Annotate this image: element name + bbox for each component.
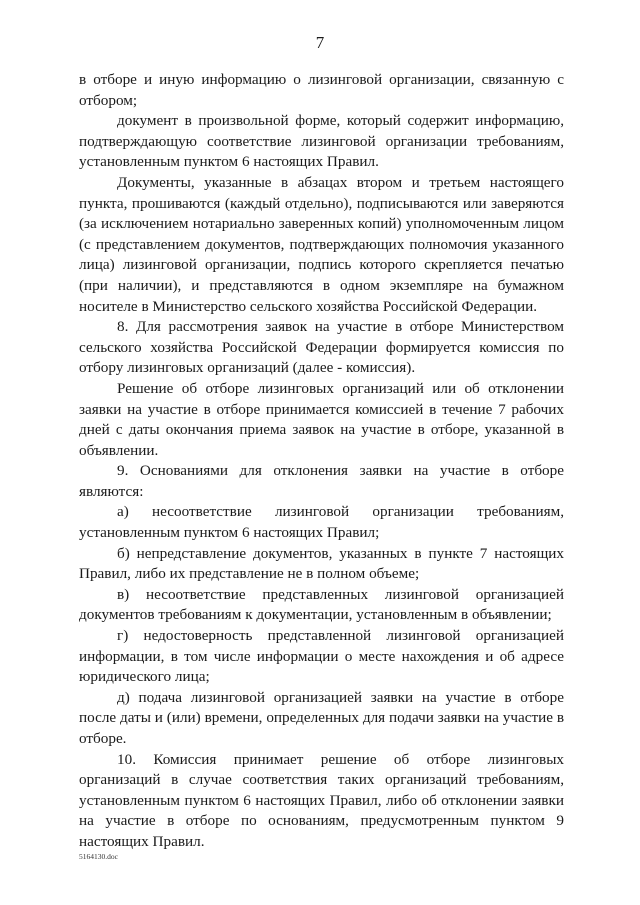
paragraph-continuation: в отборе и иную информацию о лизинговой организации, связанную с отбором; [79, 71, 564, 109]
paragraph-arbitrary-document: документ в произвольной форме, который содержит информацию, подтверждающую соответствие лизинговой организации требованиям, установленным пунктом 6 настоящих Правил. [79, 112, 564, 171]
paragraph-subitem-v: в) несоответствие представленных лизинговой организацией документов требованиям к документации, установленным в объявлении; [79, 585, 564, 624]
page-number: 7 [315, 33, 325, 52]
document-body [79, 70, 564, 853]
document-filename-footer: 5164130.doc [79, 852, 118, 861]
paragraph-subitem-a: а) несоответствие лизинговой организации требованиям, установленным пунктом 6 настоящих Правил; [79, 503, 564, 542]
paragraph-item-9: 9. Основаниями для отклонения заявки на участие в отборе являются: [79, 462, 564, 500]
paragraph-subitem-g: г) недостоверность представленной лизинговой организацией информации, в том числе информации о месте нахождения и об адресе юридического лица; [79, 627, 564, 686]
paragraph-documents-requirements: Документы, указанные в абзацах втором и третьем настоящего пункта, прошиваются (каждый отдельно), подписываются или заверяются (за исключением нотариально заверенных копий) уполномоченным лицом (с представлением документов, подтверждающих полномочия указанного лица) лизинговой организации, подпись которого скрепляется печатью (при наличии), и представляются в одном экземпляре на бумажном носителе в Министерство сельского хозяйства Российской Федерации. [79, 173, 564, 315]
paragraph-item-8: 8. Для рассмотрения заявок на участие в отборе Министерством сельского хозяйства Российской Федерации формируется комиссия по отбору лизинговых организаций (далее - комиссия). [79, 318, 564, 377]
paragraph-subitem-b: б) непредставление документов, указанных в пункте 7 настоящих Правил, либо их представление не в полном объеме; [79, 544, 564, 583]
paragraph-subitem-d: д) подача лизинговой организацией заявки на участие в отборе после даты и (или) времени, определенных для подачи заявки на участие в отборе. [79, 688, 564, 747]
paragraph-decision: Решение об отборе лизинговых организаций или об отклонении заявки на участие в отборе принимается комиссией в течение 7 рабочих дней с даты окончания приема заявок на участие в отборе, указанной в объявлении. [79, 379, 564, 459]
paragraph-item-10: 10. Комиссия принимает решение об отборе лизинговых организаций в случае соответствия таких организаций требованиям, установленным пунктом 6 настоящих Правил, либо об отклонении заявки на участие в отборе по основаниям, предусмотренным пунктом 9 настоящих Правил. [79, 750, 564, 850]
